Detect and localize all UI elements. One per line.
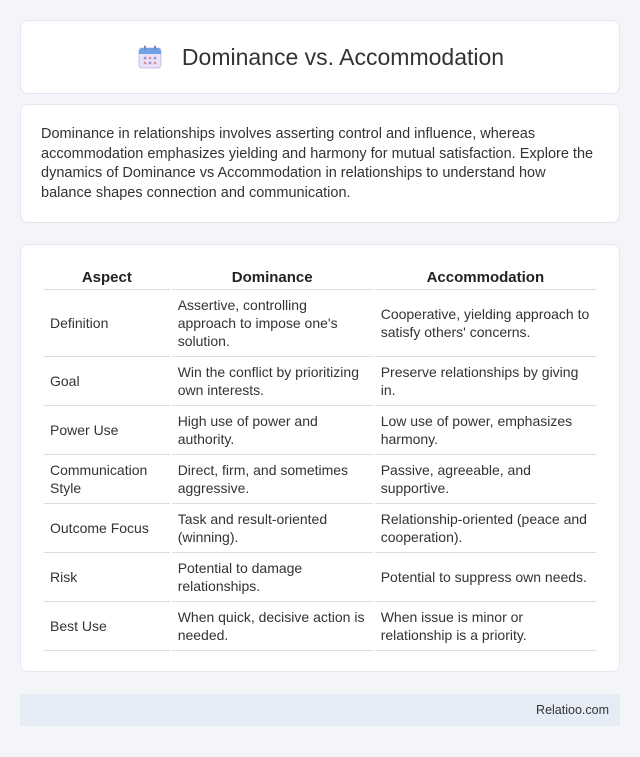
aspect-cell: Risk — [44, 553, 170, 602]
calendar-icon — [136, 43, 164, 71]
aspect-cell: Goal — [44, 357, 170, 406]
column-header-dominance: Dominance — [172, 265, 373, 290]
table-row — [44, 406, 596, 455]
header-card — [20, 20, 620, 94]
accommodation-cell: Potential to suppress own needs. — [375, 553, 596, 602]
dominance-cell: Task and result-oriented (winning). — [172, 504, 373, 553]
table-row — [44, 455, 596, 504]
dominance-cell: Assertive, controlling approach to impose one's solution. — [172, 290, 373, 357]
dominance-cell: Direct, firm, and sometimes aggressive. — [172, 455, 373, 504]
dominance-cell: When quick, decisive action is needed. — [172, 602, 373, 651]
accommodation-cell: When issue is minor or relationship is a priority. — [375, 602, 596, 651]
intro-card — [20, 104, 620, 223]
accommodation-cell: Low use of power, emphasizes harmony. — [375, 406, 596, 455]
column-header-accommodation: Accommodation — [375, 265, 596, 290]
table-row — [44, 290, 596, 357]
aspect-cell: Best Use — [44, 602, 170, 651]
accommodation-cell: Passive, agreeable, and supportive. — [375, 455, 596, 504]
comparison-card — [20, 244, 620, 672]
comparison-table — [42, 265, 598, 651]
intro-text: Dominance in relationships involves asserting control and influence, whereas accommodation emphasizes yielding and harmony for mutual satisfaction. Explore the dynamics of Dominance vs Accommodation in relationships to understand how balance shapes connection and communication. — [41, 126, 594, 201]
column-header-aspect: Aspect — [44, 265, 170, 290]
aspect-cell: Definition — [44, 290, 170, 357]
footer — [20, 694, 620, 726]
aspect-cell: Power Use — [44, 406, 170, 455]
table-row — [44, 553, 596, 602]
dominance-cell: High use of power and authority. — [172, 406, 373, 455]
table-row — [44, 602, 596, 651]
table-header-row — [44, 265, 596, 290]
table-row — [44, 357, 596, 406]
table-row — [44, 504, 596, 553]
page-title: Dominance vs. Accommodation — [181, 43, 505, 70]
aspect-cell: Communication Style — [44, 455, 170, 504]
footer-site-name: Relatioo.com — [536, 703, 609, 717]
accommodation-cell: Cooperative, yielding approach to satisfy others' concerns. — [375, 290, 596, 357]
accommodation-cell: Relationship-oriented (peace and cooperation). — [375, 504, 596, 553]
aspect-cell: Outcome Focus — [44, 504, 170, 553]
header — [136, 43, 504, 71]
accommodation-cell: Preserve relationships by giving in. — [375, 357, 596, 406]
dominance-cell: Win the conflict by prioritizing own interests. — [172, 357, 373, 406]
dominance-cell: Potential to damage relationships. — [172, 553, 373, 602]
